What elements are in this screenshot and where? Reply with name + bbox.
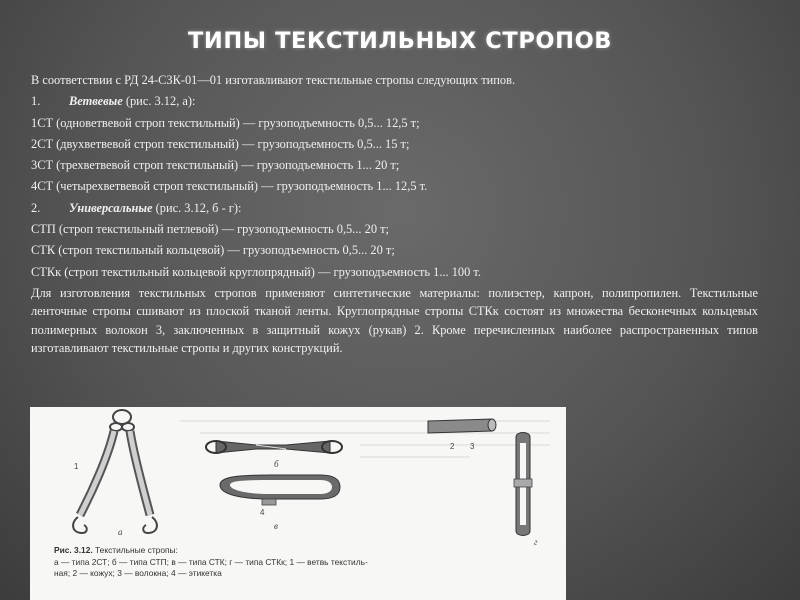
list-item-stp: СТП (строп текстильный петлевой) — грузоподъемность 0,5... 20 т; [31,222,389,237]
section-1-number: 1. [31,94,41,109]
list-item-stkk: СТКк (строп текстильный кольцевой круглопрядный) — грузоподъемность 1... 100 т. [31,264,481,279]
list-item-stk: СТК (строп текстильный кольцевой) — грузоподъемность 0,5... 20 т; [31,243,395,258]
label-2: 2 [450,442,455,451]
label-4: 4 [260,508,265,517]
caption-title: Рис. 3.12. [54,545,93,555]
label-b: б [274,459,279,469]
caption-line-1: а — типа 2СТ; б — типа СТП; в — типа СТК; г — типа СТКк; 1 — ветвь текстиль- [54,556,368,567]
label-g: г [534,537,538,547]
section-1-ref: (рис. 3.12, а): [122,94,196,109]
section-1-label: Ветвевые [69,94,123,109]
section-2-label: Универсальные [69,200,153,215]
slide-title: ТИПЫ ТЕКСТИЛЬНЫХ СТРОПОВ [187,28,613,54]
list-item-1st: 1СТ (одноветвевой строп текстильный) — грузоподъемность 0,5... 12,5 т; [31,115,420,130]
intro-line: В соответствии с РД 24-СЗК-01—01 изготавливают текстильные стропы следующих типов. [31,73,516,87]
list-item-2st: 2СТ (двухветвевой строп текстильный) — грузоподъемность 0,5... 15 т; [31,136,410,151]
sling-stkk-drawing [428,419,532,536]
sling-stk-drawing [220,475,340,505]
list-item-3st: 3СТ (трехветвевой строп текстильный) — грузоподъемность 1... 20 т; [31,158,400,173]
body-text [31,70,758,358]
label-a: а [118,527,123,537]
section-2-heading [31,198,758,219]
label-v: в [274,521,278,531]
section-2-number: 2. [31,200,41,215]
list-item-4st: 4СТ (четырехветвевой строп текстильный) — грузоподъемность 1... 12,5 т. [31,179,428,194]
label-1: 1 [74,462,79,471]
materials-paragraph: Для изготовления текстильных стропов применяют синтетические материалы: полиэстер, капрон, полипропилен. Текстильные ленточные стропы сшивают из плоской тканой ленты. Круглопрядные стропы СТКк состоят из множества бесконечных кольцевых полимерных волокон 3, заключенных в защитный кожух (рукав) 2. Кроме перечисленных наиболее распространенных типов изготавливают текстильные стропы и других конструкций. [31,285,758,356]
caption-line-2: ная; 2 — кожух; 3 — волокна; 4 — этикетка [54,568,222,578]
section-2-ref: (рис. 3.12, б - г): [152,200,242,215]
figure-caption [54,545,554,580]
section-1-heading [31,91,758,112]
sling-stp-drawing [206,441,342,453]
caption-heading: Текстильные стропы: [92,545,178,555]
sling-2st-drawing [73,410,157,533]
figure-textile-slings [30,407,566,600]
caption-first-line [54,545,554,557]
label-3: 3 [470,442,475,451]
